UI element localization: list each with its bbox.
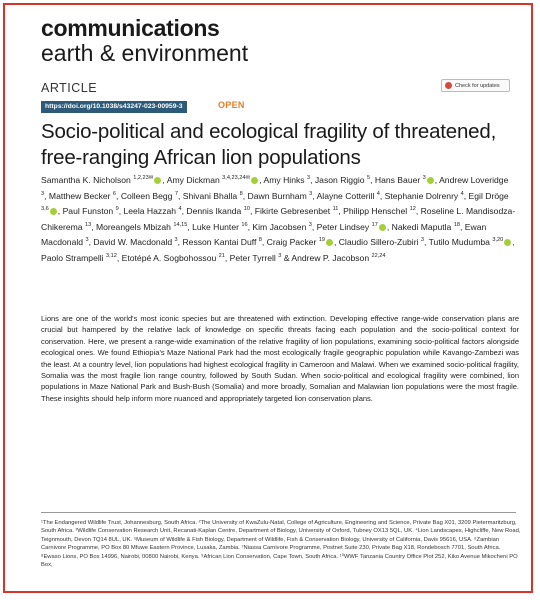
author-affiliation-sup: 7: [174, 190, 178, 197]
author-name[interactable]: Alayne Cotterill: [316, 190, 375, 201]
author-name[interactable]: Kim Jacobsen: [252, 221, 307, 232]
orcid-icon[interactable]: [154, 177, 161, 184]
author-affiliation-sup: 3: [278, 253, 282, 260]
article-title: Socio-political and ecological fragility of threatened, free-ranging African lion populations: [41, 120, 497, 169]
author-affiliation-sup: 18: [453, 221, 460, 228]
author-name[interactable]: Dawn Burnham: [247, 190, 307, 201]
author-name[interactable]: Hans Bauer: [374, 175, 421, 185]
orcid-icon[interactable]: [504, 239, 511, 246]
author-affiliation-sup: 10: [243, 206, 250, 213]
author-affiliation-sup: 1,2,23✉: [133, 175, 154, 182]
author-name[interactable]: Stephanie Dolrenry: [384, 190, 459, 201]
author-affiliation-sup: 17: [371, 221, 378, 228]
author-name[interactable]: Luke Hunter: [192, 221, 239, 232]
author-affiliation-sup: 3: [309, 190, 313, 197]
page-frame: [3, 3, 533, 593]
author-name[interactable]: Nakedi Maputla: [391, 221, 452, 232]
open-access-badge: OPEN: [218, 100, 245, 110]
author-name[interactable]: Paolo Strampelli: [41, 252, 104, 263]
author-name[interactable]: Amy Dickman: [166, 175, 220, 185]
author-name[interactable]: Peter Tyrrell: [229, 252, 276, 263]
journal-name: [41, 17, 248, 65]
author-affiliation-sup: 21: [218, 253, 225, 260]
author-name[interactable]: Craig Packer: [266, 237, 317, 248]
author-affiliation-sup: 4: [178, 206, 182, 213]
author-affiliation-sup: 22,24: [371, 253, 386, 260]
article-type: ARTICLE: [41, 81, 98, 95]
author-affiliation-sup: 14,15: [173, 221, 188, 228]
author-name[interactable]: Leela Hazzah: [123, 206, 177, 217]
author-affiliation-sup: 3: [308, 221, 312, 228]
author-name[interactable]: Etotépé A. Sogbohossou: [121, 252, 217, 263]
journal-name-line1: communications: [41, 15, 220, 41]
author-name[interactable]: Amy Hinks: [263, 175, 305, 185]
author-name[interactable]: Jason Riggio: [314, 175, 365, 185]
author-name[interactable]: Paul Funston: [62, 206, 114, 217]
author-affiliation-sup: 9: [115, 206, 119, 213]
author-affiliation-sup: 3,20: [492, 237, 504, 244]
orcid-icon[interactable]: [251, 177, 258, 184]
affiliations: ¹The Endangered Wildlife Trust, Johannesburg, South Africa. ²The University of KwaZulu-Natal, College of Agriculture, Engineering and Science, Private Bag X01, 3209 Pietermaritzburg, South Africa. ³Wildlife Conservation Research Unit, Recanati-Kaplan Centre, Department of Biology, University of Oxford, Tubney OX13 5QL, UK. ⁴Lion Landscapes, Highcliffe, New Road, Teignmouth, Devon TQ14 8UL, UK. ⁵Museum of Wildlife & Fish Biology, Department of Wildlife, Fish & Conservation Biology, University of California, Davis 95616, USA. ⁶Zambian Carnivore Programme, PO Box 80 Mfuwe Eastern Province, Lusaka, Zambia. ⁷Niassa Carnivore Programme, Postnet Suite 230, Private Bag X18, Rondebosch 7701, South Africa. ⁸Ewaso Lions, PO Box 14996, Nairobi, 00800 Nairobi, Kenya. ⁹African Lion Conservation, Cape Town, South Africa. ¹⁰WWF Tanzania Country Office Plot 252, Kiko Avenue Mikocheni PO Box,: [41, 520, 521, 569]
author-affiliation-sup: 8: [258, 237, 262, 244]
author-affiliation-sup: 19: [318, 237, 325, 244]
author-name[interactable]: Dennis Ikanda: [186, 206, 242, 217]
orcid-icon[interactable]: [379, 224, 386, 231]
author-affiliation-sup: 3: [306, 175, 311, 182]
author-name[interactable]: David W. Macdonald: [93, 237, 173, 248]
author-affiliation-sup: 3: [85, 237, 89, 244]
author-name[interactable]: Roseline L. Mandisodza-Chikerema: [41, 206, 516, 232]
author-affiliation-sup: 6: [112, 190, 117, 197]
author-affiliation-sup: 3,4,23,24✉: [222, 175, 251, 182]
orcid-icon[interactable]: [50, 208, 57, 215]
author-name[interactable]: Andrew Loveridge: [439, 175, 509, 185]
author-name[interactable]: Andrew P. Jacobson: [291, 252, 370, 263]
update-icon: [445, 82, 452, 89]
author-name[interactable]: Claudio Sillero-Zubiri: [338, 237, 419, 248]
author-name[interactable]: Ewan Macdonald: [41, 221, 487, 248]
author-affiliation-sup: 11: [332, 206, 339, 213]
author-affiliation-sup: 3,12: [105, 253, 117, 260]
author-affiliation-sup: 3: [174, 237, 178, 244]
author-affiliation-sup: 13: [84, 221, 92, 228]
author-name[interactable]: Shivani Bhalla: [182, 190, 238, 201]
check-for-updates-button[interactable]: [441, 79, 510, 92]
author-affiliation-sup: 3: [41, 190, 45, 197]
orcid-icon[interactable]: [427, 177, 434, 184]
orcid-icon[interactable]: [326, 239, 333, 246]
abstract: Lions are one of the world's most iconic species but are threatened with extinction. Developing effective range-wide conservation plans are crucial but hampered by the relative lack of knowledge on specific threats facing each population and the socio-political context for conservation. Here, we present a range-wide examination of the relative fragility of lion populations, examining socio-political factors alongside ecological ones. We found Ethiopia's Maze National Park had the most ecologically fragile geographic population while Kavango-Zambezi was the least. At a country level, lion populations had highest ecological fragility in Cameroon and Malawi. When we examined socio-political fragility, Somalia was the most fragile lion range country, followed by South Sudan. When socio-political and ecological fragility were combined, lion populations in Maze National Park and Bush-Bush (Somalia) and more broadly, Somalian and Malawian lion populations were the most fragile. These insights should help inform more nuanced and appropriately targeted lion conservation plans.: [41, 314, 519, 403]
author-affiliation-sup: 3,6: [41, 206, 49, 213]
author-name[interactable]: Philipp Henschel: [343, 206, 408, 217]
author-affiliation-sup: 5: [366, 175, 371, 182]
author-name[interactable]: Peter Lindsey: [316, 221, 370, 232]
author-name[interactable]: Colleen Begg: [120, 190, 173, 201]
author-affiliation-sup: 3: [420, 237, 424, 244]
author-list: Samantha K. Nicholson $^{1,2,23✉}$ , Amy Dickman $^{3,4,23,24✉}$ , Amy Hinks $^3$, Jason Riggio $^5$, Hans Bauer $^3$ , Andrew Loveridge $^3$, Matthew Becker $^6$, Colleen Begg $^7$, Shivani Bhalla $^8$, Dawn Burnham $^3$, Alayne Cotterill $^4$, Stephanie Dolrenry $^4$, Egil Dröge $^{3,6}$ , Paul Funston $^9$, Leela Hazzah $^4$, Dennis Ikanda $^{10}$, Fikirte Gebresenbet $^{11}$, Philipp Henschel $^{12}$, Roseline L. Mandisodza-Chikerema $^{13}$, Moreangels Mbizah $^{14,15}$, Luke Hunter $^{16}$, Kim Jacobsen $^3$, Peter Lindsey $^{17}$ , Nakedi Maputla $^{18}$, Ewan Macdonald $^3$, David W. Macdonald $^3$, Resson Kantai Duff $^8$, Craig Packer $^{19}$ , Claudio Sillero-Zubiri $^3$, Tutilo Mudumba $^{3,20}$ , Paolo Strampelli $^{3,12}$, Etotépé A. Sogbohossou $^{21}$, Peter Tyrrell $^3$ & Andrew P. Jacobson $^{22,24}$: [41, 175, 516, 263]
author-name[interactable]: Samantha K. Nicholson: [41, 175, 131, 185]
divider: [41, 512, 516, 513]
author-name[interactable]: Matthew Becker: [48, 190, 111, 201]
author-affiliation-sup: 8: [239, 190, 243, 197]
author-name[interactable]: Resson Kantai Duff: [182, 237, 257, 248]
author-affiliation-sup: 3: [422, 175, 426, 182]
check-for-updates-label: Check for updates: [455, 82, 500, 89]
author-name[interactable]: Egil Dröge: [468, 190, 509, 201]
author-affiliation-sup: 4: [376, 190, 380, 197]
journal-name-line2: earth & environment: [41, 40, 249, 66]
author-affiliation-sup: 16: [241, 221, 248, 228]
author-name[interactable]: Moreangels Mbizah: [95, 221, 171, 232]
author-affiliation-sup: 4: [460, 190, 464, 197]
author-name[interactable]: Tutilo Mudumba: [428, 237, 490, 248]
doi-link[interactable]: https://doi.org/10.1038/s43247-023-00959-3: [41, 101, 187, 113]
author-affiliation-sup: 12: [409, 206, 416, 213]
author-name[interactable]: Fikirte Gebresenbet: [254, 206, 331, 217]
